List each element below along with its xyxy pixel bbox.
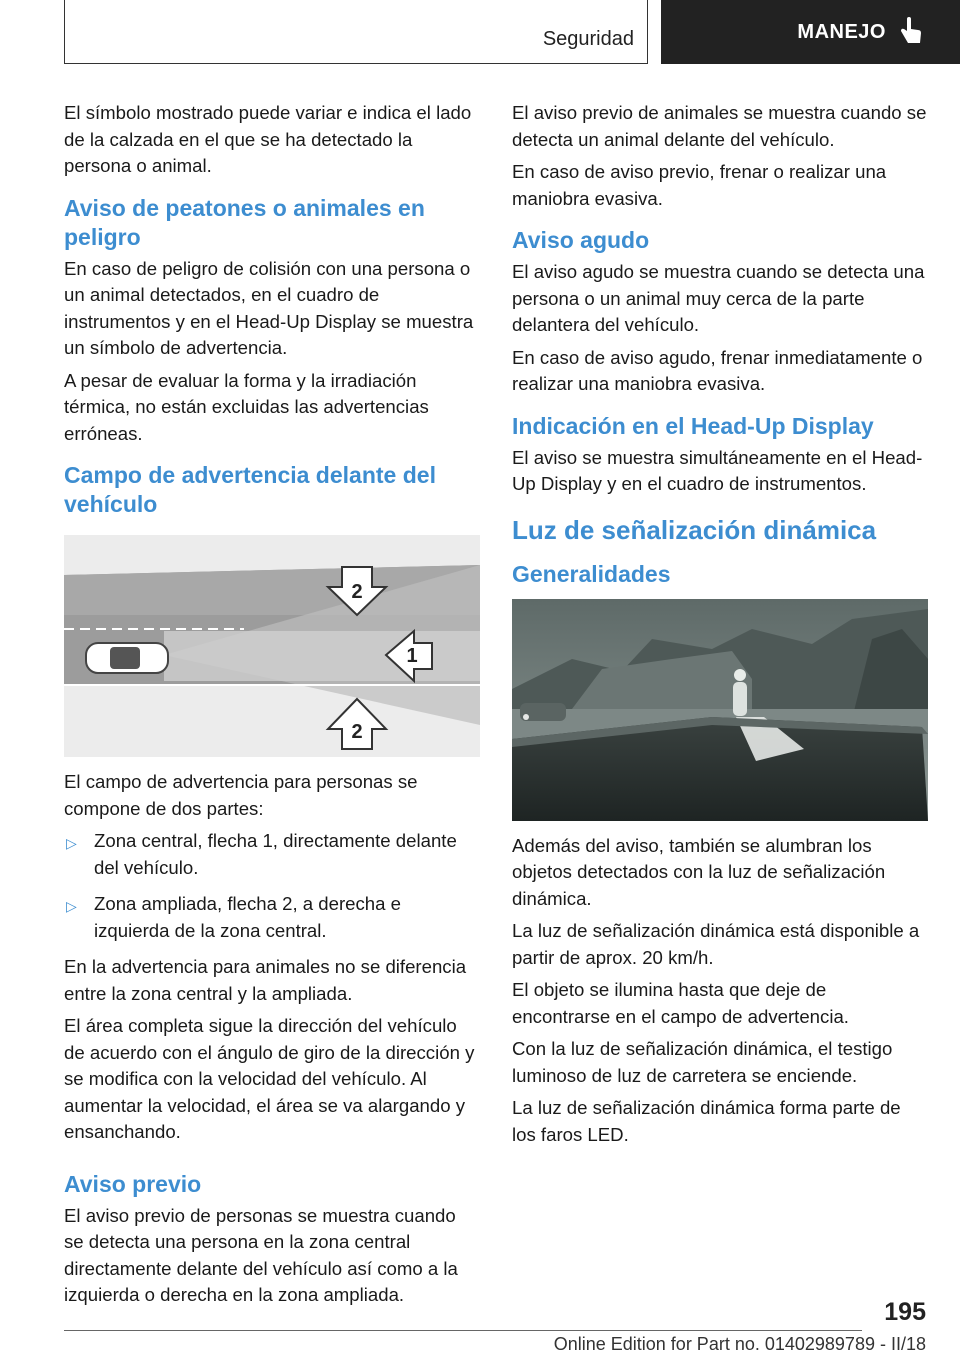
prewarning-paragraph-3: En caso de aviso previo, frenar o realizar una maniobra evasiva.	[512, 161, 887, 209]
chapter-label: MANEJO	[797, 20, 886, 43]
heading-general: Generalidades	[512, 560, 671, 587]
heading-acute-warning: Aviso agudo	[512, 227, 650, 253]
prewarning-paragraph-1: El aviso previo de personas se muestra cuando se detecta una persona en la zona central directamente delante del vehículo así como a la izquierda o derecha en la zona ampliada.	[64, 1204, 458, 1305]
hud-paragraph: El aviso se muestra simultáneamente en el Head-Up Display y en el cuadro de instrumentos.	[512, 446, 923, 494]
edition-note: Online Edition for Part no. 01402989789 - II/18	[553, 1334, 926, 1354]
heading-danger-warning: Aviso de peatones o animales en peligro	[64, 194, 425, 250]
light-paragraph-3: El objeto se ilumina hasta que deje de encontrarse en el campo de advertencia.	[512, 979, 849, 1027]
heading-dynamic-light: Luz de señalización dinámica	[512, 514, 877, 545]
heading-hud: Indicación en el Head-Up Display	[512, 412, 874, 439]
light-paragraph-1: Además del aviso, también se alumbran los objetos detectados con la luz de señalización dinámica.	[512, 834, 886, 909]
field-paragraph-1: El campo de advertencia para personas se compone de dos partes:	[64, 771, 418, 819]
intro-paragraph: El símbolo mostrado puede variar e indica el lado de la calzada en el que se ha detectado la persona o animal.	[64, 102, 472, 176]
footer-divider	[64, 1330, 862, 1331]
acute-paragraph-1: El aviso agudo se muestra cuando se detecta una persona o un animal muy cerca de la parte delantera del vehículo.	[512, 261, 925, 335]
light-paragraph-4: Con la luz de señalización dinámica, el testigo luminoso de luz de carretera se enciende.	[512, 1038, 893, 1086]
list-item: ▷ Zona central, flecha 1, directamente delante del vehículo.	[66, 830, 457, 878]
list-item: ▷ Zona ampliada, flecha 2, a derecha e izquierda de la zona central.	[66, 893, 401, 941]
pedestrian-figure	[733, 669, 747, 716]
oncoming-car	[520, 703, 566, 721]
heading-prewarning: Aviso previo	[64, 1170, 202, 1197]
hand-pointer-icon	[898, 17, 924, 47]
heading-warning-field: Campo de advertencia delante del vehículo	[64, 462, 436, 517]
field-paragraph-2: En la advertencia para animales no se diferencia entre la zona central y la ampliada.	[64, 956, 467, 1004]
left-column	[64, 100, 480, 1305]
right-column	[512, 100, 928, 1154]
dynamic-light-photo	[512, 599, 928, 821]
acute-paragraph-2: En caso de aviso agudo, frenar inmediatamente o realizar una maniobra evasiva.	[512, 346, 923, 394]
arrow-label-bottom: 2	[351, 721, 363, 743]
chapter-tab	[661, 0, 960, 64]
field-paragraph-3: El área completa sigue la dirección del vehículo de acuerdo con el ángulo de giro de la dirección y se modifica con la velocidad del vehículo. Al aumentar la velocidad, el área se va alargando y ensanchando.	[64, 1015, 475, 1142]
page-number: 195	[884, 1298, 926, 1326]
danger-paragraph-2: A pesar de evaluar la forma y la irradiación térmica, no están excluidas las advertencias erróneas.	[64, 369, 429, 444]
car-icon	[86, 643, 168, 673]
arrow-label-center: 1	[406, 645, 418, 667]
header-section-title: Seguridad	[542, 28, 634, 50]
prewarning-paragraph-2: El aviso previo de animales se muestra cuando se detecta un animal delante del vehículo.	[512, 102, 927, 150]
arrow-label-top: 2	[351, 581, 363, 603]
warning-field-diagram	[64, 535, 480, 757]
triangle-bullet-icon: ▷	[66, 898, 77, 914]
danger-paragraph-1: En caso de peligro de colisión con una persona o un animal detectados, en el cuadro de instrumentos y en el Head-Up Display se muestra un símbolo de advertencia.	[64, 257, 474, 358]
light-paragraph-5: La luz de señalización dinámica forma parte de los faros LED.	[512, 1097, 901, 1145]
zone-list	[64, 828, 480, 944]
light-paragraph-2: La luz de señalización dinámica está disponible a partir de aprox. 20 km/h.	[512, 920, 920, 968]
triangle-bullet-icon: ▷	[66, 835, 77, 851]
